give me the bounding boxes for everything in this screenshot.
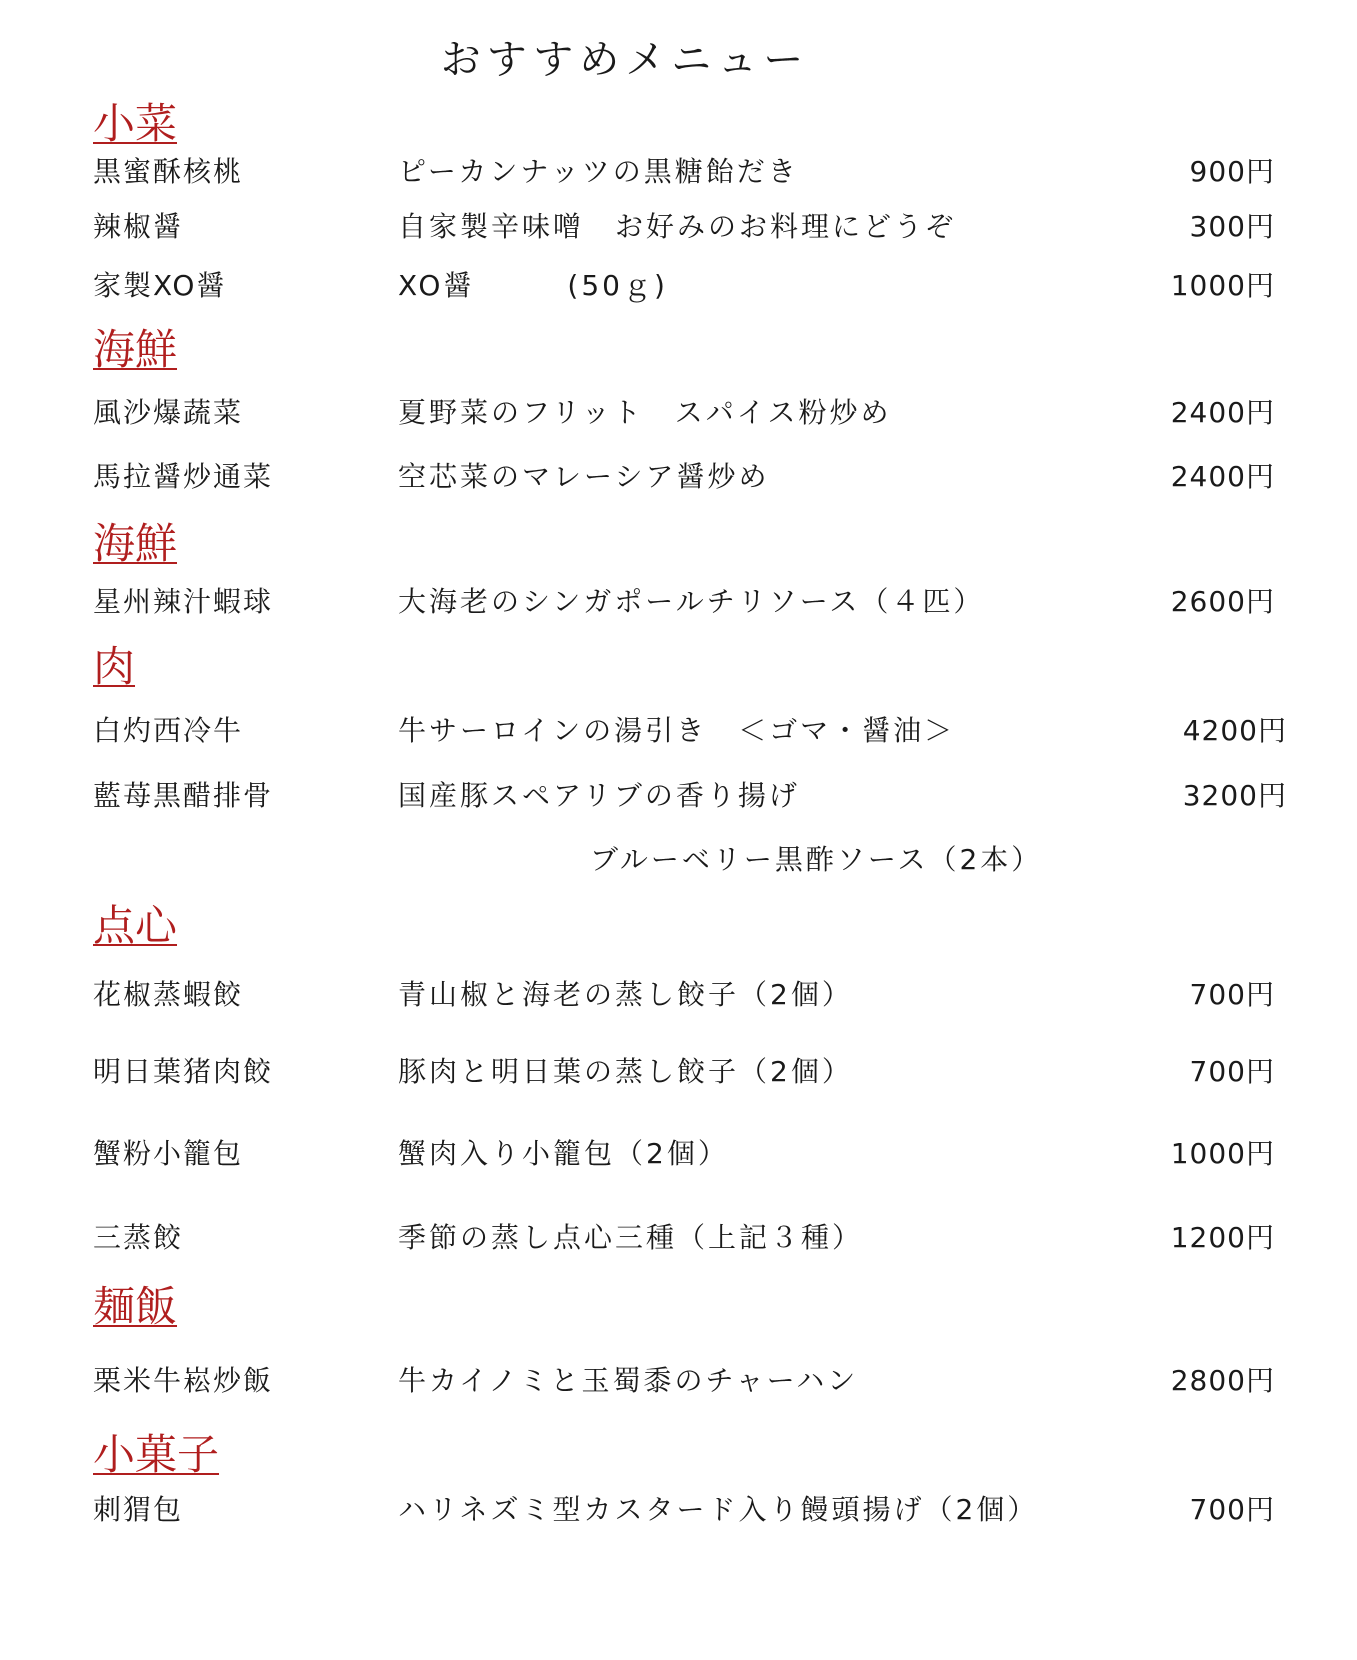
item-price: 700円 [1189, 1493, 1275, 1526]
item-price: 700円 [1189, 1055, 1275, 1088]
menu-item-row [0, 1218, 1357, 1258]
menu-item-row [0, 152, 1357, 192]
menu-title: おすすめメニュー [440, 37, 810, 83]
item-description: 空芯菜のマレーシア醤炒め [398, 460, 770, 493]
section-heading-seafood-2: 海鮮 [93, 519, 178, 568]
menu-item-row [0, 1052, 1357, 1092]
section-heading-sweets: 小菓子 [93, 1430, 220, 1479]
section-heading-noodles-rice: 麺飯 [93, 1282, 178, 1331]
menu-item-row [0, 393, 1357, 433]
item-name: 蟹粉小籠包 [93, 1137, 244, 1170]
menu-item-row [0, 776, 1357, 816]
item-price: 1000円 [1170, 1137, 1275, 1170]
item-price: 2600円 [1170, 585, 1275, 618]
item-description: 豚肉と明日葉の蒸し餃子（2個） [398, 1055, 853, 1088]
item-price: 700円 [1189, 978, 1275, 1011]
item-name: 風沙爆蔬菜 [93, 396, 244, 429]
menu-item-row [0, 1134, 1357, 1174]
item-price: 1000円 [1170, 269, 1275, 302]
item-price: 2800円 [1170, 1364, 1275, 1397]
item-description: 国産豚スペアリブの香り揚げ [398, 779, 800, 812]
item-description-note: ブルーベリー黒酢ソース（2本） [590, 843, 1043, 876]
section-heading-meat: 肉 [93, 642, 136, 691]
item-description: 夏野菜のフリット スパイス粉炒め [398, 396, 892, 429]
item-description: XO醤 (50ｇ) [398, 269, 668, 302]
item-name: 刺猬包 [93, 1493, 184, 1526]
item-name: 明日葉猪肉餃 [93, 1055, 274, 1088]
item-name: 星州辣汁蝦球 [93, 585, 274, 618]
item-description: 大海老のシンガポールチリソース（４匹） [398, 585, 985, 618]
item-name: 馬拉醤炒通菜 [93, 460, 274, 493]
item-name: 栗米牛崧炒飯 [93, 1364, 274, 1397]
section-heading-small-dishes: 小菜 [93, 99, 178, 148]
item-name: 藍苺黒醋排骨 [93, 779, 274, 812]
item-name: 三蒸餃 [93, 1221, 184, 1254]
item-price: 1200円 [1170, 1221, 1275, 1254]
item-price: 4200円 [1182, 714, 1287, 747]
item-name: 白灼西冷牛 [93, 714, 244, 747]
item-description: 季節の蒸し点心三種（上記３種） [398, 1221, 864, 1254]
item-name: 花椒蒸蝦餃 [93, 978, 244, 1011]
menu-item-row [0, 207, 1357, 247]
item-description: 牛サーロインの湯引き ＜ゴマ・醤油＞ [398, 714, 956, 747]
menu-item-row [0, 457, 1357, 497]
menu-item-row [0, 975, 1357, 1015]
item-price: 300円 [1189, 210, 1275, 243]
section-heading-seafood: 海鮮 [93, 325, 178, 374]
item-name: 家製XO醤 [93, 269, 227, 302]
item-name: 辣椒醤 [93, 210, 184, 243]
item-price: 900円 [1189, 155, 1275, 188]
item-description: 青山椒と海老の蒸し餃子（2個） [398, 978, 853, 1011]
section-heading-dim-sum: 点心 [93, 901, 178, 950]
item-price: 2400円 [1170, 460, 1275, 493]
menu-item-row [0, 582, 1357, 622]
item-name: 黒蜜酥核桃 [93, 155, 244, 188]
menu-item-row [0, 266, 1357, 306]
item-description: 蟹肉入り小籠包（2個） [398, 1137, 729, 1170]
menu-item-row [0, 1490, 1357, 1530]
item-price: 3200円 [1182, 779, 1287, 812]
menu-item-row [0, 1361, 1357, 1401]
item-description: 牛カイノミと玉蜀黍のチャーハン [398, 1364, 859, 1397]
menu-item-row [0, 711, 1357, 751]
item-description: ハリネズミ型カスタード入り饅頭揚げ（2個） [398, 1493, 1039, 1526]
item-description: 自家製辛味噌 お好みのお料理にどうぞ [398, 210, 957, 243]
item-description: ピーカンナッツの黒糖飴だき [398, 155, 799, 188]
item-price: 2400円 [1170, 396, 1275, 429]
